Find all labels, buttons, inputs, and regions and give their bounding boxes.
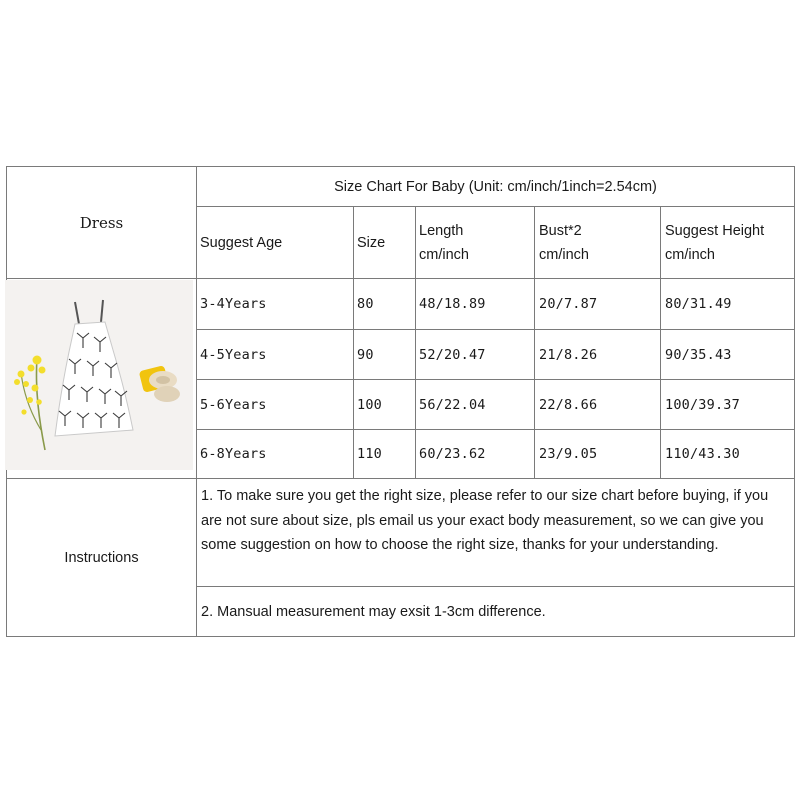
table-row: 60/23.62 [419,446,486,462]
table-row: 110/43.30 [665,446,740,462]
table-row: 48/18.89 [419,296,486,312]
dress-photo [5,280,193,470]
header-suggest-height: Suggest Height cm/inch [665,222,765,263]
header-suggest-age: Suggest Age [200,234,283,251]
chart-title: Size Chart For Baby (Unit: cm/inch/1inch=2.54cm) [334,178,657,195]
instructions-label: Instructions [64,549,139,566]
table-row: 80 [357,296,374,312]
header-bust: Bust*2 cm/inch [539,222,589,263]
product-label: Dress [79,213,124,232]
table-row: 20/7.87 [539,296,598,312]
table-row: 5-6Years [200,396,267,413]
table-row: 4-5Years [200,346,267,363]
instruction-item-2: 2. Mansual measurement may exsit 1-3cm difference. [201,603,546,620]
table-row: 52/20.47 [419,346,486,363]
table-row: 3-4Years [200,296,267,312]
table-row: 56/22.04 [419,396,486,413]
table-row: 23/9.05 [539,446,598,462]
header-length: Length cm/inch [419,222,469,263]
table-row: 80/31.49 [665,296,732,312]
table-row: 22/8.66 [539,396,598,413]
header-size: Size [357,234,386,251]
table-row: 100/39.37 [665,396,740,413]
table-row: 90/35.43 [665,346,732,363]
instruction-item-1: 1. To make sure you get the right size, please refer to our size chart before buying, if you are not sure about size, pls email us your exact body measurement, so we can give you some suggestion on how to choose the right size, thanks for your understanding. [201,488,769,553]
table-row: 21/8.26 [539,346,598,363]
table-row: 6-8Years [200,446,267,462]
table-row: 90 [357,346,374,363]
table-row: 110 [357,446,382,462]
table-row: 100 [357,396,382,413]
